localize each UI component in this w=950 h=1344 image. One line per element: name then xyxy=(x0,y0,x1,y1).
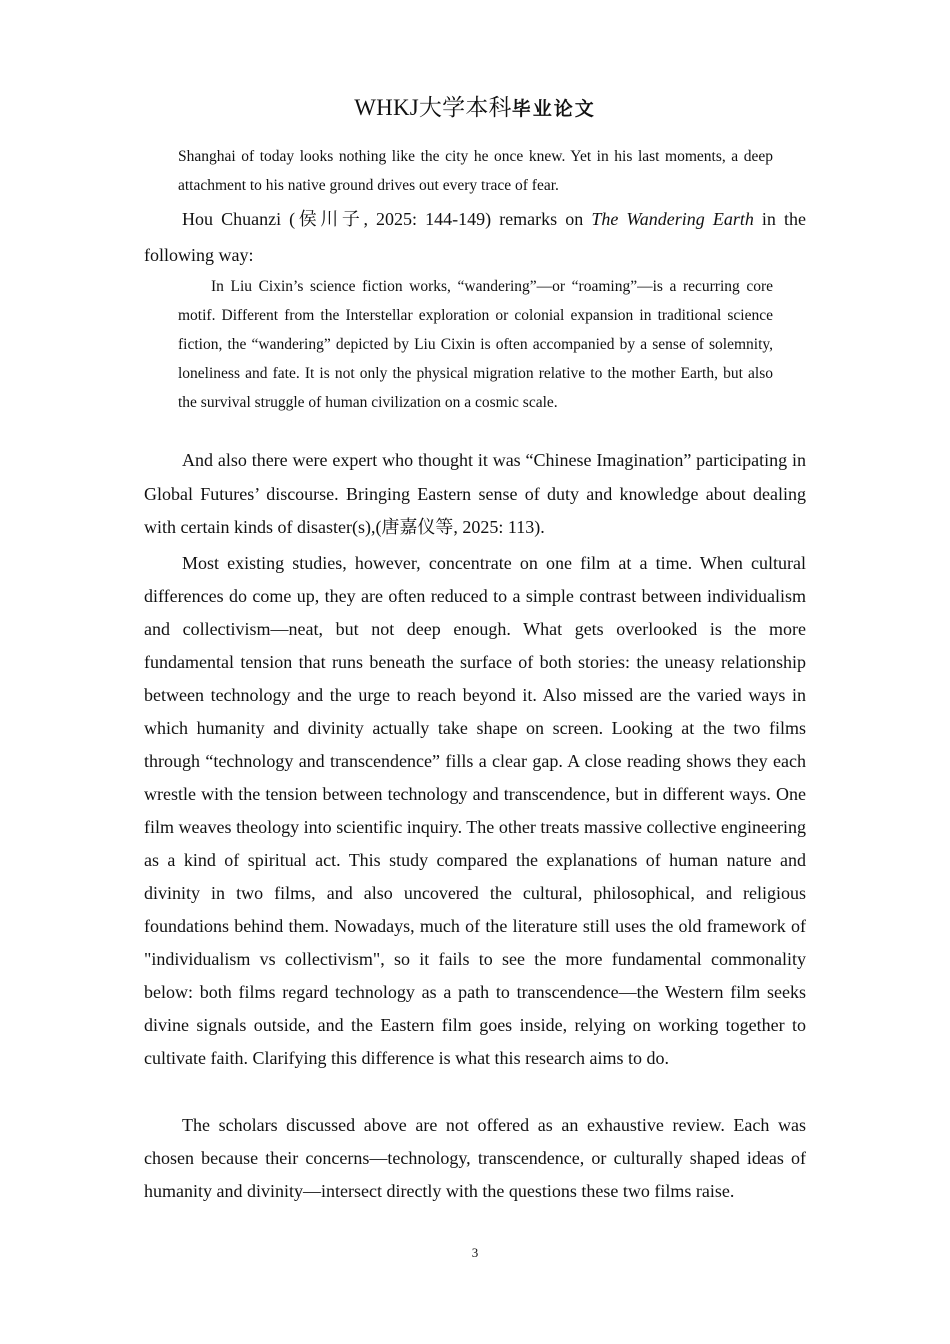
block-quote-2 xyxy=(178,272,773,417)
paragraph-4-text: The scholars discussed above are not offered as an exhaustive review. Each was chosen because their concerns—technology, transcendence, or culturally shaped ideas of humanity and divinity—intersect directly with the questions these two films raise. xyxy=(144,1115,806,1201)
paragraph-1-after: in the following way: xyxy=(144,209,806,265)
paragraph-3-text: Most existing studies, however, concentrate on one film at a time. When cultural differences do come up, they are often reduced to a simple contrast between individualism and collectivism—neat, but not deep enough. What gets overlooked is the more fundamental tension that runs beneath the surface of both stories: the uneasy relationship between technology and the urge to reach beyond it. Also missed are the varied ways in which humanity and divinity actually take shape on screen. Looking at the two films through “technology and transcendence” fills a clear gap. A close reading shows they each wrestle with the tension between technology and transcendence, but in different ways. One film weaves theology into scientific inquiry. The other treats massive collective engineering as a kind of spiritual act. This study compared the explanations of human nature and divinity in two films, and also uncovered the cultural, philosophical, and religious foundations behind them. Nowadays, much of the literature still uses the old framework of "individualism vs collectivism", so it fails to see the more fundamental commonality below: both films regard technology as a path to transcendence—the Western film seeks divine signals outside, and the Eastern film goes inside, relying on working together to cultivate faith. Clarifying this difference is what this research aims to do. xyxy=(144,553,806,1068)
block-quote-2-text: In Liu Cixin’s science fiction works, “wandering”—or “roaming”—is a recurring core motif. Different from the Interstellar exploration or colonial expansion in traditional science fiction, the “wandering” depicted by Liu Cixin is often accompanied by a sense of solemnity, loneliness and fate. It is not only the physical migration relative to the mother Earth, but also the survival struggle of human civilization on a cosmic scale. xyxy=(178,278,773,411)
paragraph-1-text xyxy=(144,201,806,273)
paragraph-4 xyxy=(144,1109,806,1208)
paragraph-2-text: And also there were expert who thought it was “Chinese Imagination” participating in Global Futures’ discourse. Bringing Eastern sense of duty and knowledge about dealing with certain kinds of disaster(s),(唐嘉仪等, 2025: 113). xyxy=(144,450,806,537)
block-quote-1-text: Shanghai of today looks nothing like the city he once knew. Yet in his last moments, a deep attachment to his native ground drives out every trace of fear. xyxy=(178,148,773,194)
paragraph-1 xyxy=(144,201,806,273)
page-header xyxy=(0,94,950,123)
paragraph-3 xyxy=(144,547,806,1075)
header-title-prefix: WHKJ大学本科 xyxy=(354,95,512,120)
paragraph-1-film-title: The Wandering Earth xyxy=(591,209,754,229)
paragraph-2 xyxy=(144,444,806,545)
header-title-bold: 毕业论文 xyxy=(511,98,596,120)
paragraph-1-before: Hou Chuanzi (侯川子, 2025: 144-149) remarks on xyxy=(182,209,592,229)
page-number: 3 xyxy=(471,1245,479,1260)
block-quote-1 xyxy=(178,142,773,200)
